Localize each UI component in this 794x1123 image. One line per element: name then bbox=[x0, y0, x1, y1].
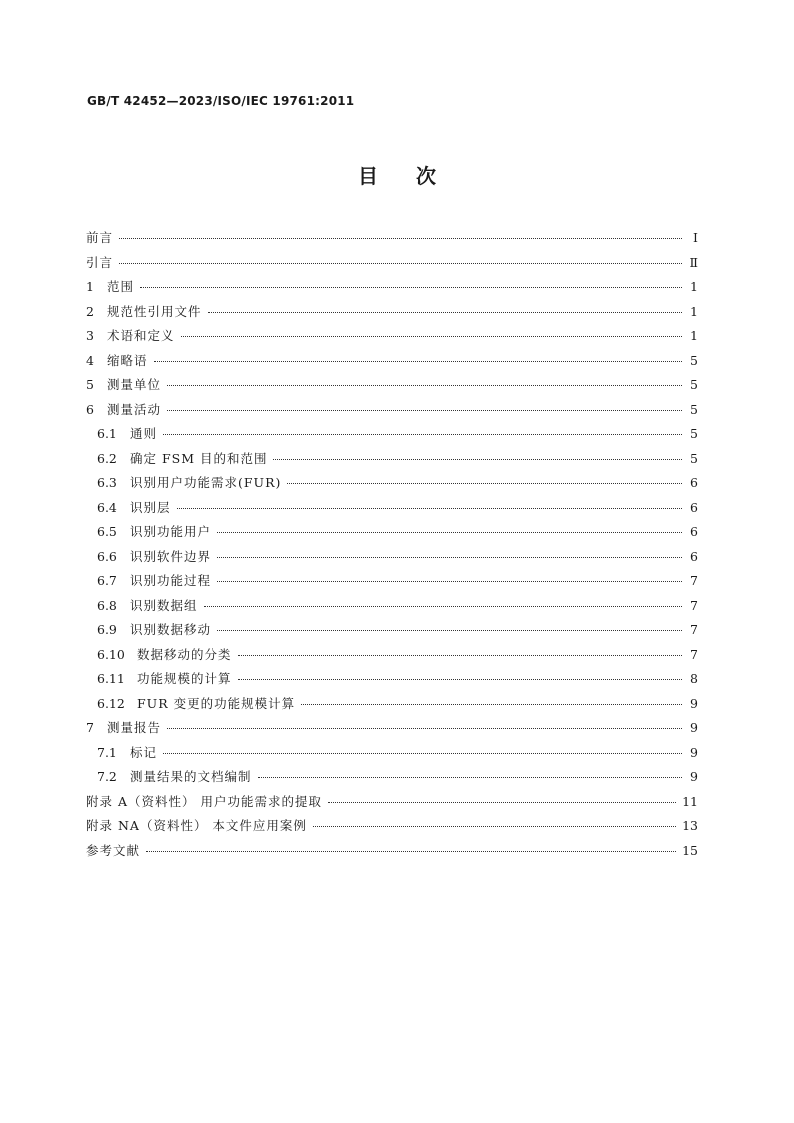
toc-entry-label: 术语和定义 bbox=[107, 328, 175, 343]
toc-dot-leader bbox=[273, 459, 682, 460]
toc-entry-number: 6.4 bbox=[97, 499, 117, 515]
toc-dot-leader bbox=[217, 581, 682, 582]
toc-entry-number: 6 bbox=[86, 401, 94, 417]
toc-entry[interactable] bbox=[86, 765, 698, 790]
toc-dot-leader bbox=[258, 777, 682, 778]
toc-entry-number: 6.12 bbox=[97, 695, 125, 711]
toc-entry[interactable] bbox=[86, 300, 698, 325]
toc-entry-page: 15 bbox=[682, 842, 698, 858]
toc-entry-label: 识别层 bbox=[130, 499, 171, 515]
toc-dot-leader bbox=[181, 336, 682, 337]
toc-entry-number: 6.6 bbox=[97, 548, 117, 564]
toc-dot-leader bbox=[301, 704, 682, 705]
toc-entry[interactable] bbox=[86, 594, 698, 619]
toc-dot-leader bbox=[287, 483, 682, 484]
toc-dot-leader bbox=[140, 287, 682, 288]
toc-entry-label: 识别数据组 bbox=[130, 597, 198, 613]
toc-dot-leader bbox=[208, 312, 682, 313]
toc-entry-number: 7 bbox=[86, 720, 94, 735]
toc-entry-label: 测量结果的文档编制 bbox=[130, 769, 252, 784]
toc-entry-page: 1 bbox=[690, 279, 698, 294]
toc-entry-number: 6.1 bbox=[97, 426, 117, 441]
toc-entry[interactable] bbox=[86, 422, 698, 447]
toc-entry-page: 5 bbox=[690, 401, 698, 417]
toc-entry[interactable] bbox=[86, 496, 698, 521]
toc-dot-leader bbox=[238, 679, 682, 680]
toc-entry[interactable] bbox=[86, 251, 698, 276]
toc-entry-page: 1 bbox=[690, 303, 698, 319]
toc-entry[interactable] bbox=[86, 643, 698, 668]
toc-entry[interactable] bbox=[86, 447, 698, 472]
toc-entry-page: 9 bbox=[690, 769, 698, 784]
toc-entry[interactable] bbox=[86, 275, 698, 300]
toc-dot-leader bbox=[177, 508, 682, 509]
toc-entry-page: 1 bbox=[690, 328, 698, 343]
toc-dot-leader bbox=[146, 851, 676, 852]
toc-entry[interactable] bbox=[86, 667, 698, 692]
toc-entry[interactable] bbox=[86, 398, 698, 423]
toc-entry-number: 5 bbox=[86, 377, 94, 392]
toc-entry-number: 6.5 bbox=[97, 524, 117, 539]
toc-dot-leader bbox=[217, 532, 682, 533]
toc-entry-label: 缩略语 bbox=[107, 352, 148, 368]
toc-entry-label: 识别软件边界 bbox=[130, 548, 212, 564]
toc-entry[interactable] bbox=[86, 324, 698, 349]
toc-entry-page: 11 bbox=[682, 793, 698, 809]
toc-entry-number: 3 bbox=[86, 328, 94, 343]
toc-entry-number: 6.10 bbox=[97, 646, 125, 662]
toc-entry-number: 6.8 bbox=[97, 597, 117, 613]
toc-entry-page: 5 bbox=[690, 450, 698, 466]
toc-entry-number: 6.9 bbox=[97, 622, 117, 637]
toc-entry-label: 测量单位 bbox=[107, 377, 162, 392]
toc-dot-leader bbox=[217, 630, 682, 631]
toc-entry[interactable] bbox=[86, 790, 698, 815]
toc-entry-page: 6 bbox=[690, 499, 698, 515]
toc-entry-page: 5 bbox=[690, 352, 698, 368]
toc-entry-page: 6 bbox=[690, 475, 698, 490]
toc-dot-leader bbox=[328, 802, 676, 803]
toc-entry-label: 规范性引用文件 bbox=[107, 303, 202, 319]
toc-entry-label: 功能规模的计算 bbox=[137, 671, 232, 686]
toc-entry-page: 7 bbox=[690, 622, 698, 637]
toc-entry-number: 1 bbox=[86, 279, 94, 294]
toc-entry-number: 6.11 bbox=[97, 671, 125, 686]
toc-entry-page: 5 bbox=[690, 426, 698, 441]
toc-entry-page: Ⅰ bbox=[693, 230, 698, 245]
toc-entry-page: Ⅱ bbox=[689, 254, 698, 270]
page-title bbox=[0, 160, 794, 189]
toc-entry[interactable] bbox=[86, 839, 698, 864]
toc-dot-leader bbox=[163, 434, 682, 435]
toc-dot-leader bbox=[167, 728, 682, 729]
toc-entry-label: FUR 变更的功能规模计算 bbox=[137, 695, 296, 711]
title-char-1: 目 bbox=[358, 164, 378, 188]
toc-entry-page: 9 bbox=[690, 695, 698, 711]
toc-entry[interactable] bbox=[86, 545, 698, 570]
toc-entry-label: 附录 NA（资料性） 本文件应用案例 bbox=[86, 818, 307, 833]
toc-entry[interactable] bbox=[86, 569, 698, 594]
toc-entry-page: 7 bbox=[690, 573, 698, 588]
toc-entry[interactable] bbox=[86, 471, 698, 496]
toc-entry-page: 7 bbox=[690, 646, 698, 662]
toc-entry[interactable] bbox=[86, 716, 698, 741]
toc-entry-page: 13 bbox=[682, 818, 698, 833]
toc-entry-page: 9 bbox=[690, 720, 698, 735]
toc-entry-label: 数据移动的分类 bbox=[137, 646, 232, 662]
toc-dot-leader bbox=[167, 385, 682, 386]
toc-entry-page: 6 bbox=[690, 548, 698, 564]
toc-entry-number: 2 bbox=[86, 303, 94, 319]
toc-entry-number: 6.3 bbox=[97, 475, 117, 490]
toc-entry-page: 9 bbox=[690, 744, 698, 760]
toc-entry-number: 7.1 bbox=[97, 744, 117, 760]
toc-entry[interactable] bbox=[86, 618, 698, 643]
toc-entry-number: 4 bbox=[86, 352, 94, 368]
toc-dot-leader bbox=[119, 238, 682, 239]
toc-entry-number: 6.2 bbox=[97, 450, 117, 466]
toc-dot-leader bbox=[167, 410, 682, 411]
toc-entry-label: 测量活动 bbox=[107, 401, 162, 417]
toc-entry[interactable] bbox=[86, 741, 698, 766]
toc-entry-label: 确定 FSM 目的和范围 bbox=[130, 450, 268, 466]
toc-entry[interactable] bbox=[86, 692, 698, 717]
toc-entry-label: 识别用户功能需求(FUR) bbox=[130, 475, 282, 490]
toc-entry-label: 范围 bbox=[107, 279, 135, 294]
toc-entry-label: 前言 bbox=[86, 230, 114, 245]
toc-entry[interactable] bbox=[86, 349, 698, 374]
toc-entry-label: 参考文献 bbox=[86, 842, 141, 858]
toc-entry-page: 5 bbox=[690, 377, 698, 392]
toc-entry[interactable] bbox=[86, 814, 698, 839]
toc-entry-label: 附录 A（资料性） 用户功能需求的提取 bbox=[86, 793, 322, 809]
toc-entry-label: 通则 bbox=[130, 426, 158, 441]
toc-dot-leader bbox=[217, 557, 682, 558]
table-of-contents bbox=[86, 226, 698, 863]
toc-dot-leader bbox=[154, 361, 682, 362]
toc-dot-leader bbox=[119, 263, 682, 264]
toc-entry[interactable] bbox=[86, 373, 698, 398]
toc-entry-label: 识别数据移动 bbox=[130, 622, 212, 637]
toc-entry-label: 识别功能过程 bbox=[130, 573, 212, 588]
toc-entry-label: 识别功能用户 bbox=[130, 524, 212, 539]
toc-entry-number: 6.7 bbox=[97, 573, 117, 588]
toc-entry-page: 8 bbox=[690, 671, 698, 686]
standard-code: GB/T 42452—2023/ISO/IEC 19761:2011 bbox=[87, 94, 355, 108]
toc-dot-leader bbox=[313, 826, 676, 827]
toc-entry-label: 测量报告 bbox=[107, 720, 162, 735]
toc-dot-leader bbox=[238, 655, 682, 656]
toc-entry-page: 6 bbox=[690, 524, 698, 539]
toc-entry[interactable] bbox=[86, 226, 698, 251]
title-char-2: 次 bbox=[416, 164, 436, 188]
toc-entry[interactable] bbox=[86, 520, 698, 545]
toc-entry-number: 7.2 bbox=[97, 769, 117, 784]
toc-dot-leader bbox=[204, 606, 682, 607]
toc-dot-leader bbox=[163, 753, 682, 754]
toc-entry-label: 标记 bbox=[130, 744, 158, 760]
toc-entry-page: 7 bbox=[690, 597, 698, 613]
toc-entry-label: 引言 bbox=[86, 254, 114, 270]
